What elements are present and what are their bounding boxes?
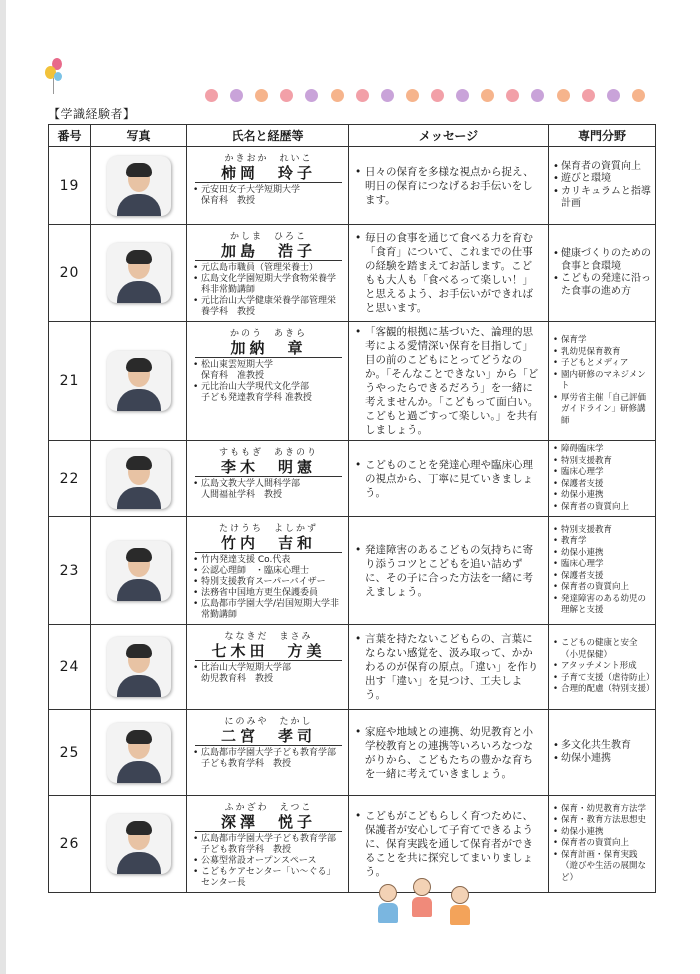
photo-cell	[91, 625, 187, 710]
specialty-item: • 保育者の資質向上	[553, 161, 651, 174]
member-number: 26	[49, 796, 91, 893]
specialty-item: • 幼保小連携	[553, 753, 651, 766]
message-paragraph: • 日々の保育を多様な視点から捉え、明日の保育につなげるお手伝いをします。	[355, 165, 542, 207]
portrait-photo	[107, 449, 171, 509]
specialty-item: • 保育・幼児教育方法学	[553, 804, 651, 816]
career-item: • 広島文化学園短期大学食物栄養学科非常勤講師	[193, 274, 344, 296]
member-number: 23	[49, 517, 91, 625]
specialty-item: • 保護者支援	[553, 479, 651, 491]
specialty-cell	[549, 710, 656, 796]
portrait-body	[117, 675, 161, 697]
career-item: • 竹内発達支援 Co.代表	[193, 555, 344, 566]
photo-cell	[91, 441, 187, 517]
name-career-cell	[187, 796, 349, 893]
name-reading: かのう あきら	[229, 329, 307, 339]
decorative-dot	[531, 89, 544, 102]
header-number: 番号	[49, 125, 91, 147]
specialty-item: • 合理的配慮（特別支援）	[553, 684, 651, 696]
academic-experts-table	[48, 124, 656, 893]
specialty-item: • 発達障害のある幼児の理解と支援	[553, 594, 651, 617]
portrait-photo	[107, 243, 171, 303]
portrait-hair	[126, 548, 152, 562]
name-career-cell	[187, 322, 349, 441]
career-item: • 法務省中国地方更生保護委員	[193, 588, 344, 599]
message-paragraph: • こどものことを発達心理や臨床心理の視点から、丁寧に見ていきましょう。	[355, 458, 542, 500]
table-row	[49, 441, 656, 517]
specialty-list	[553, 161, 651, 211]
decorative-dot-row	[205, 89, 645, 103]
portrait-hair	[126, 821, 152, 835]
specialty-item: • 子どもとメディア	[553, 358, 651, 370]
decorative-dot	[456, 89, 469, 102]
specialty-list	[553, 804, 651, 885]
message-cell	[349, 710, 549, 796]
specialty-cell	[549, 441, 656, 517]
specialty-item: • 教育学	[553, 536, 651, 548]
specialty-item: • 園内研修のマネジメント	[553, 370, 651, 393]
balloons-illustration	[42, 58, 72, 98]
child-figure	[376, 884, 400, 923]
specialty-item: • アタッチメント形成	[553, 661, 651, 673]
table-row	[49, 796, 656, 893]
portrait-photo	[107, 814, 171, 874]
member-name: 李木 明憲	[195, 458, 342, 477]
decorative-dot	[406, 89, 419, 102]
specialty-item: • 保育学	[553, 335, 651, 347]
specialty-item: • 乳幼児保育教育	[553, 347, 651, 359]
member-name: 柿岡 玲子	[195, 164, 342, 183]
specialty-item: • 保育者の資質向上	[553, 582, 651, 594]
children-illustration	[370, 878, 480, 924]
portrait-photo	[107, 723, 171, 783]
career-list	[193, 185, 344, 207]
specialty-item: • 子育て支援（虐待防止）	[553, 673, 651, 685]
name-reading: かきおか れいこ	[224, 154, 313, 164]
specialty-item: • 保育・教育方法思想史	[553, 815, 651, 827]
message-cell	[349, 147, 549, 225]
decorative-dot	[356, 89, 369, 102]
specialty-list	[553, 740, 651, 765]
decorative-dot	[205, 89, 218, 102]
specialty-item: • 幼保小連携	[553, 827, 651, 839]
specialty-item: • 保護者支援	[553, 571, 651, 583]
name-career-cell	[187, 441, 349, 517]
message-cell	[349, 225, 549, 322]
header-photo: 写真	[91, 125, 187, 147]
specialty-item: • 保育計画・保育実践（遊びや生活の展開など）	[553, 850, 651, 885]
photo-cell	[91, 147, 187, 225]
table-row	[49, 147, 656, 225]
portrait-hair	[126, 456, 152, 470]
career-item: • 元比治山大学現代文化学部 子ども発達教育学科 准教授	[193, 382, 344, 404]
decorative-dot	[255, 89, 268, 102]
career-item: • 広島都市学園大学子ども教育学部 子ども教育学科 教授	[193, 748, 344, 770]
specialty-list	[553, 525, 651, 617]
portrait-body	[117, 852, 161, 874]
specialty-item: • こどもの健康と安全（小児保健）	[553, 638, 651, 661]
member-name: 七木田 方美	[195, 642, 342, 661]
career-list	[193, 263, 344, 318]
portrait-photo	[107, 156, 171, 216]
decorative-dot	[607, 89, 620, 102]
name-career-cell	[187, 710, 349, 796]
photo-cell	[91, 710, 187, 796]
child-figure	[448, 886, 472, 925]
name-reading: にのみや たかし	[224, 717, 313, 727]
message-text: こどものことを発達心理や臨床心理の視点から、丁寧に見ていきましょう。	[365, 458, 533, 499]
specialty-item: • 厚労省主催「自己評価ガイドライン」研修講師	[553, 393, 651, 428]
specialty-cell	[549, 147, 656, 225]
member-number: 20	[49, 225, 91, 322]
decorative-dot	[381, 89, 394, 102]
career-list	[193, 360, 344, 404]
message-text: 家庭や地域との連携、幼児教育と小学校教育との連携等いろいろなつながりから、こどもたちの豊かな育ちを一緒に考えていきましょう。	[365, 725, 533, 780]
portrait-photo	[107, 351, 171, 411]
specialty-item: • 保育者の資質向上	[553, 502, 651, 514]
career-item: • 元広島市職員（管理栄養士）	[193, 263, 344, 274]
portrait-body	[117, 194, 161, 216]
member-number: 19	[49, 147, 91, 225]
name-reading: ななきだ まさみ	[224, 632, 313, 642]
table-row	[49, 517, 656, 625]
message-text: 発達障害のあるこどもの気持ちに寄り添うコツとこどもを追い詰めずに、その子に合った方法を一緒に考えましょう。	[365, 543, 533, 598]
specialty-cell	[549, 517, 656, 625]
photo-cell	[91, 322, 187, 441]
name-career-cell	[187, 517, 349, 625]
message-text: 「客観的根拠に基づいた、論理的思考による愛情深い保育を目指して」目の前のこどもにとってどうなのか。「そんなことできない」から「どうやったらできるだろう」を一緒に考えませんか。「こどもって面白い。こどもと過ごすって楽しい。」を共有しましょう。	[365, 326, 539, 436]
specialty-item: • 特別支援教育	[553, 456, 651, 468]
message-paragraph: • 発達障害のあるこどもの気持ちに寄り添うコツとこどもを追い詰めずに、その子に合った方法を一緒に考えましょう。	[355, 543, 542, 599]
portrait-hair	[126, 730, 152, 744]
specialty-item: • 健康づくりのための食事と食環境	[553, 248, 651, 273]
decorative-dot	[431, 89, 444, 102]
photo-cell	[91, 796, 187, 893]
table-row	[49, 322, 656, 441]
portrait-body	[117, 281, 161, 303]
header-message: メッセージ	[349, 125, 549, 147]
message-cell	[349, 322, 549, 441]
member-name: 深澤 悦子	[195, 813, 342, 832]
specialty-item: • 臨床心理学	[553, 559, 651, 571]
member-name: 加納 章	[195, 339, 342, 358]
career-list	[193, 748, 344, 770]
table-header-row	[49, 125, 656, 147]
specialty-item: • 臨床心理学	[553, 467, 651, 479]
portrait-hair	[126, 250, 152, 264]
page-edge	[0, 0, 6, 974]
message-cell	[349, 517, 549, 625]
specialty-list	[553, 335, 651, 427]
message-text: 日々の保育を多様な視点から捉え、明日の保育につなげるお手伝いをします。	[365, 165, 534, 206]
photo-cell	[91, 225, 187, 322]
career-list	[193, 479, 344, 501]
specialty-list	[553, 248, 651, 298]
message-paragraph: • 毎日の食事を通じて食べる力を育む「食育」について、これまでの仕事の経験を踏まえてお話します。こどもも大人も「食べるって楽しい！」と思えるよう、お手伝いができればと思います。	[355, 231, 542, 315]
section-label: 【学識経験者】	[48, 107, 136, 121]
specialty-item: • 幼保小連携	[553, 490, 651, 502]
decorative-dot	[582, 89, 595, 102]
balloon-blue	[54, 72, 62, 81]
message-text: 毎日の食事を通じて食べる力を育む「食育」について、これまでの仕事の経験を踏まえてお話します。こどもも大人も「食べるって楽しい！」と思えるよう、お手伝いができればと思います。	[365, 232, 533, 314]
career-item: • 公認心理師 ・臨床心理士	[193, 566, 344, 577]
name-reading: すももぎ あきのり	[218, 448, 318, 458]
member-name: 竹内 吉和	[195, 534, 342, 553]
message-paragraph: • 家庭や地域との連携、幼児教育と小学校教育との連携等いろいろなつながりから、こどもたちの豊かな育ちを一緒に考えていきましょう。	[355, 725, 542, 781]
message-cell	[349, 441, 549, 517]
photo-cell	[91, 517, 187, 625]
career-list	[193, 834, 344, 889]
career-item: • 広島都市学園大学/岩国短期大学非常勤講師	[193, 599, 344, 621]
career-item: • 元比治山大学健康栄養学部管理栄養学科 教授	[193, 296, 344, 318]
table-row	[49, 625, 656, 710]
table-row	[49, 710, 656, 796]
specialty-item: • こどもの発達に沿った食事の進め方	[553, 273, 651, 298]
specialty-item: • 保育者の資質向上	[553, 838, 651, 850]
portrait-photo	[107, 541, 171, 601]
specialty-item: • 幼保小連携	[553, 548, 651, 560]
decorative-dot	[632, 89, 645, 102]
member-name: 加島 浩子	[195, 242, 342, 261]
specialty-item: • 障碍臨床学	[553, 444, 651, 456]
career-list	[193, 663, 344, 685]
header-name: 氏名と経歴等	[187, 125, 349, 147]
member-number: 25	[49, 710, 91, 796]
member-number: 24	[49, 625, 91, 710]
career-list	[193, 555, 344, 621]
balloon-string	[53, 78, 54, 94]
specialty-cell	[549, 796, 656, 893]
career-item: • 公募型常設オープンスペース	[193, 856, 344, 867]
name-career-cell	[187, 225, 349, 322]
message-text: こどもがこどもらしく育つために、保護者が安心して子育てできるように、保育実践を通して保育者ができることを共に探究してまいりましょう。	[365, 810, 533, 878]
portrait-hair	[126, 644, 152, 658]
member-number: 21	[49, 322, 91, 441]
portrait-body	[117, 487, 161, 509]
header-specialty: 専門分野	[549, 125, 656, 147]
name-career-cell	[187, 625, 349, 710]
decorative-dot	[280, 89, 293, 102]
decorative-dot	[331, 89, 344, 102]
specialty-list	[553, 638, 655, 696]
child-figure	[410, 878, 434, 917]
career-item: • 比治山大学短期大学部 幼児教育科 教授	[193, 663, 344, 685]
specialty-cell	[549, 322, 656, 441]
message-paragraph: • こどもがこどもらしく育つために、保護者が安心して子育てできるように、保育実践を通して保育者ができることを共に探究してまいりましょう。	[355, 809, 542, 879]
specialty-cell	[549, 225, 656, 322]
name-reading: かしま ひろこ	[229, 232, 307, 242]
specialty-item: • カリキュラムと指導計画	[553, 186, 651, 211]
member-name: 二宮 孝司	[195, 727, 342, 746]
decorative-dot	[305, 89, 318, 102]
name-career-cell	[187, 147, 349, 225]
decorative-dot	[506, 89, 519, 102]
decorative-dot	[557, 89, 570, 102]
portrait-hair	[126, 358, 152, 372]
portrait-hair	[126, 163, 152, 177]
career-item: • 松山東雲短期大学 保育科 准教授	[193, 360, 344, 382]
portrait-photo	[107, 637, 171, 697]
career-item: • 元安田女子大学短期大学 保育科 教授	[193, 185, 344, 207]
table-row	[49, 225, 656, 322]
career-item: • 特別支援教育スーパーバイザー	[193, 577, 344, 588]
member-number: 22	[49, 441, 91, 517]
message-paragraph: • 「客観的根拠に基づいた、論理的思考による愛情深い保育を目指して」目の前のこどもにとってどうなのか。「そんなことできない」から「どうやったらできるだろう」を一緒に考えませんか。「こどもって面白い。こどもと過ごすって楽しい。」を共有しましょう。	[355, 325, 542, 437]
specialty-list	[553, 444, 651, 513]
career-item: • 広島文教大学人間科学部 人間福祉学科 教授	[193, 479, 344, 501]
name-reading: たけうち よしかず	[218, 524, 318, 534]
name-reading: ふかざわ えつこ	[224, 803, 313, 813]
specialty-item: • 遊びと環境	[553, 173, 651, 186]
career-item: • 広島都市学園大学子ども教育学部 子ども教育学科 教授	[193, 834, 344, 856]
message-text: 言葉を持たないこどもらの、言葉にならない感覚を、汲み取って、かかわるのが保育の原点。「違い」を作り出す「違い」を見つけ、工夫しよう。	[365, 633, 539, 701]
specialty-cell	[549, 625, 656, 710]
message-cell	[349, 625, 549, 710]
specialty-item: • 特別支援教育	[553, 525, 651, 537]
specialty-item: • 多文化共生教育	[553, 740, 651, 753]
career-item: • こどもケアセンター「い～ぐる」センター長	[193, 867, 344, 889]
portrait-body	[117, 761, 161, 783]
portrait-body	[117, 389, 161, 411]
message-paragraph: • 言葉を持たないこどもらの、言葉にならない感覚を、汲み取って、かかわるのが保育の原点。「違い」を作り出す「違い」を見つけ、工夫しよう。	[355, 632, 542, 702]
portrait-body	[117, 579, 161, 601]
decorative-dot	[481, 89, 494, 102]
decorative-dot	[230, 89, 243, 102]
